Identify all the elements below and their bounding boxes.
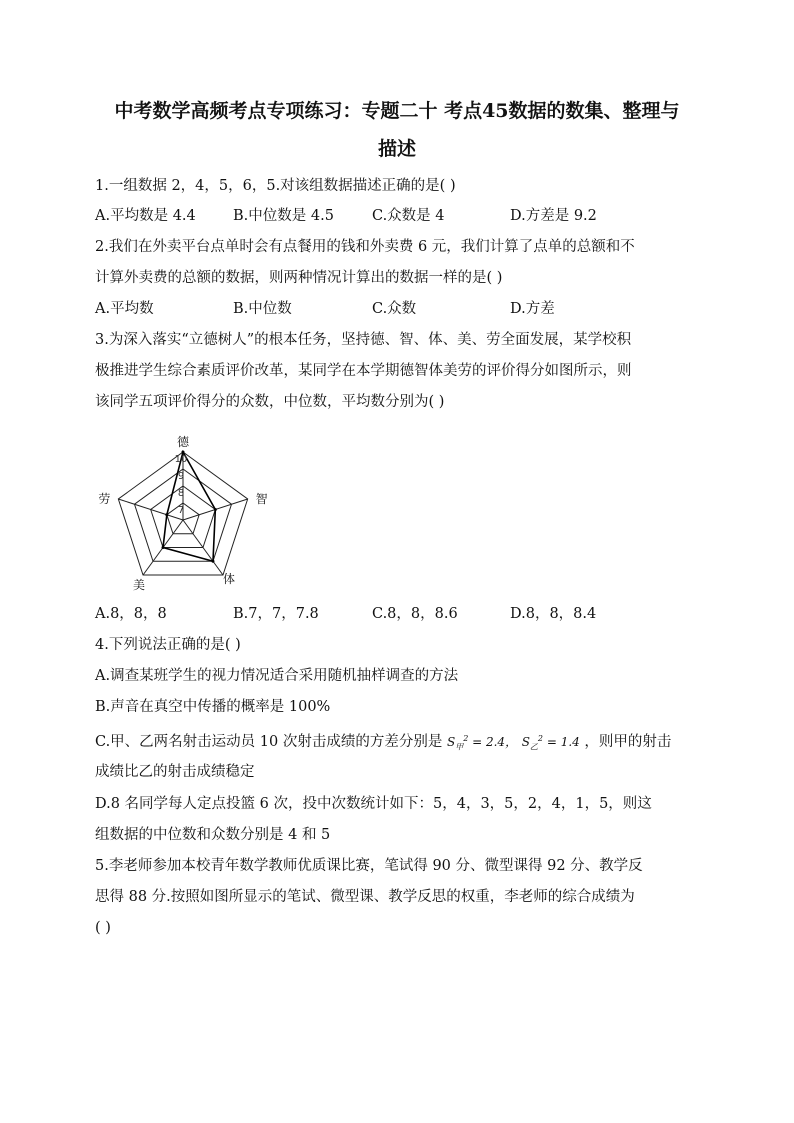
radar-axis-label-2: 体 <box>222 572 235 587</box>
q3-stem-line-3: 该同学五项评价得分的众数，中位数，平均数分别为( ) <box>95 394 445 410</box>
radar-chart <box>95 420 275 598</box>
q4-option-b: B.声音在真空中传播的概率是 100% <box>95 699 331 715</box>
q4-option-c-line-2: 成绩比乙的射击成绩稳定 <box>95 764 255 780</box>
radar-axis-label-3: 美 <box>133 578 146 593</box>
q3-option-a: A.8，8，8 <box>95 606 167 622</box>
title-line-2: 描述 <box>377 138 416 160</box>
variance-formula-jia: $S_甲^2 = 2.4$， <box>446 734 518 752</box>
radar-tick-labels <box>175 454 188 516</box>
q3-stem-line-1: 3.为深入落实“立德树人”的根本任务，坚持德、智、体、美、劳全面发展，某学校积 <box>95 332 632 348</box>
q1-option-c: C.众数是 4 <box>372 208 445 224</box>
q4-option-d-line-2: 组数据的中位数和众数分别是 4 和 5 <box>95 827 331 843</box>
radar-score-polygon <box>163 452 215 561</box>
title-line-1: 中考数学高频考点专项练习：专题二十 考点45数据的数集、整理与 <box>114 100 680 122</box>
radar-tick-10: 10 <box>174 454 188 465</box>
q4-option-a: A.调查某班学生的视力情况适合采用随机抽样调查的方法 <box>95 668 459 684</box>
q5-stem-line-1: 5.李老师参加本校青年数学教师优质课比赛，笔试得 90 分、微型课得 92 分、教学反 <box>95 858 643 874</box>
q1-option-b: B.中位数是 4.5 <box>233 208 334 224</box>
q4-option-c-tail: ，则甲的射击 <box>584 734 672 750</box>
q2-option-c: C.众数 <box>372 301 417 317</box>
radar-point-1 <box>214 508 217 511</box>
radar-point-3 <box>162 546 165 549</box>
radar-point-2 <box>211 560 214 563</box>
q3-option-d: D.8，8，8.4 <box>510 606 597 622</box>
q5-stem-line-2: 思得 88 分.按照如图所显示的笔试、微型课、教学反思的权重，李老师的综合成绩为 <box>95 889 635 905</box>
variance-formula-yi: $S_乙^2 = 1.4$ <box>521 734 580 752</box>
q1-option-a: A.平均数是 4.4 <box>95 208 196 224</box>
q4-option-d-line-1: D.8 名同学每人定点投篮 6 次，投中次数统计如下：5，4，3，5，2，4，1，5，则这 <box>95 796 652 812</box>
q2-stem-line-1: 2.我们在外卖平台点单时会有点餐用的钱和外卖费 6 元，我们计算了点单的总额和不 <box>95 239 635 255</box>
q4-option-c <box>95 729 671 757</box>
q3-option-b: B.7，7，7.8 <box>233 606 319 622</box>
q3-stem-line-2: 极推进学生综合素质评价改革，某同学在本学期德智体美劳的评价得分如图所示，则 <box>95 363 632 379</box>
q3-option-c: C.8，8，8.6 <box>372 606 458 622</box>
radar-axis-label-0: 德 <box>176 435 190 449</box>
radar-point-4 <box>165 513 168 516</box>
q2-option-b: B.中位数 <box>233 301 292 317</box>
page-title <box>60 92 734 168</box>
q4-option-c-text: C.甲、乙两名射击运动员 10 次射击成绩的方差分别是 <box>95 734 443 750</box>
q1-option-d: D.方差是 9.2 <box>510 208 597 224</box>
radar-axis-label-1: 智 <box>255 491 268 506</box>
radar-axis-label-4: 劳 <box>98 491 111 506</box>
radar-series <box>162 451 217 563</box>
q2-option-a: A.平均数 <box>95 301 154 317</box>
q1-stem: 1.一组数据 2，4，5，6，5.对该组数据描述正确的是( ) <box>95 178 456 194</box>
radar-tick-8: 8 <box>177 488 185 499</box>
radar-tick-9: 9 <box>177 471 185 482</box>
q2-option-d: D.方差 <box>510 301 555 317</box>
q5-stem-line-3: ( ) <box>95 920 111 936</box>
radar-tick-7: 7 <box>177 505 185 516</box>
q2-stem-line-2: 计算外卖费的总额的数据，则两种情况计算出的数据一样的是( ) <box>95 270 503 286</box>
q4-stem: 4.下列说法正确的是( ) <box>95 637 241 653</box>
